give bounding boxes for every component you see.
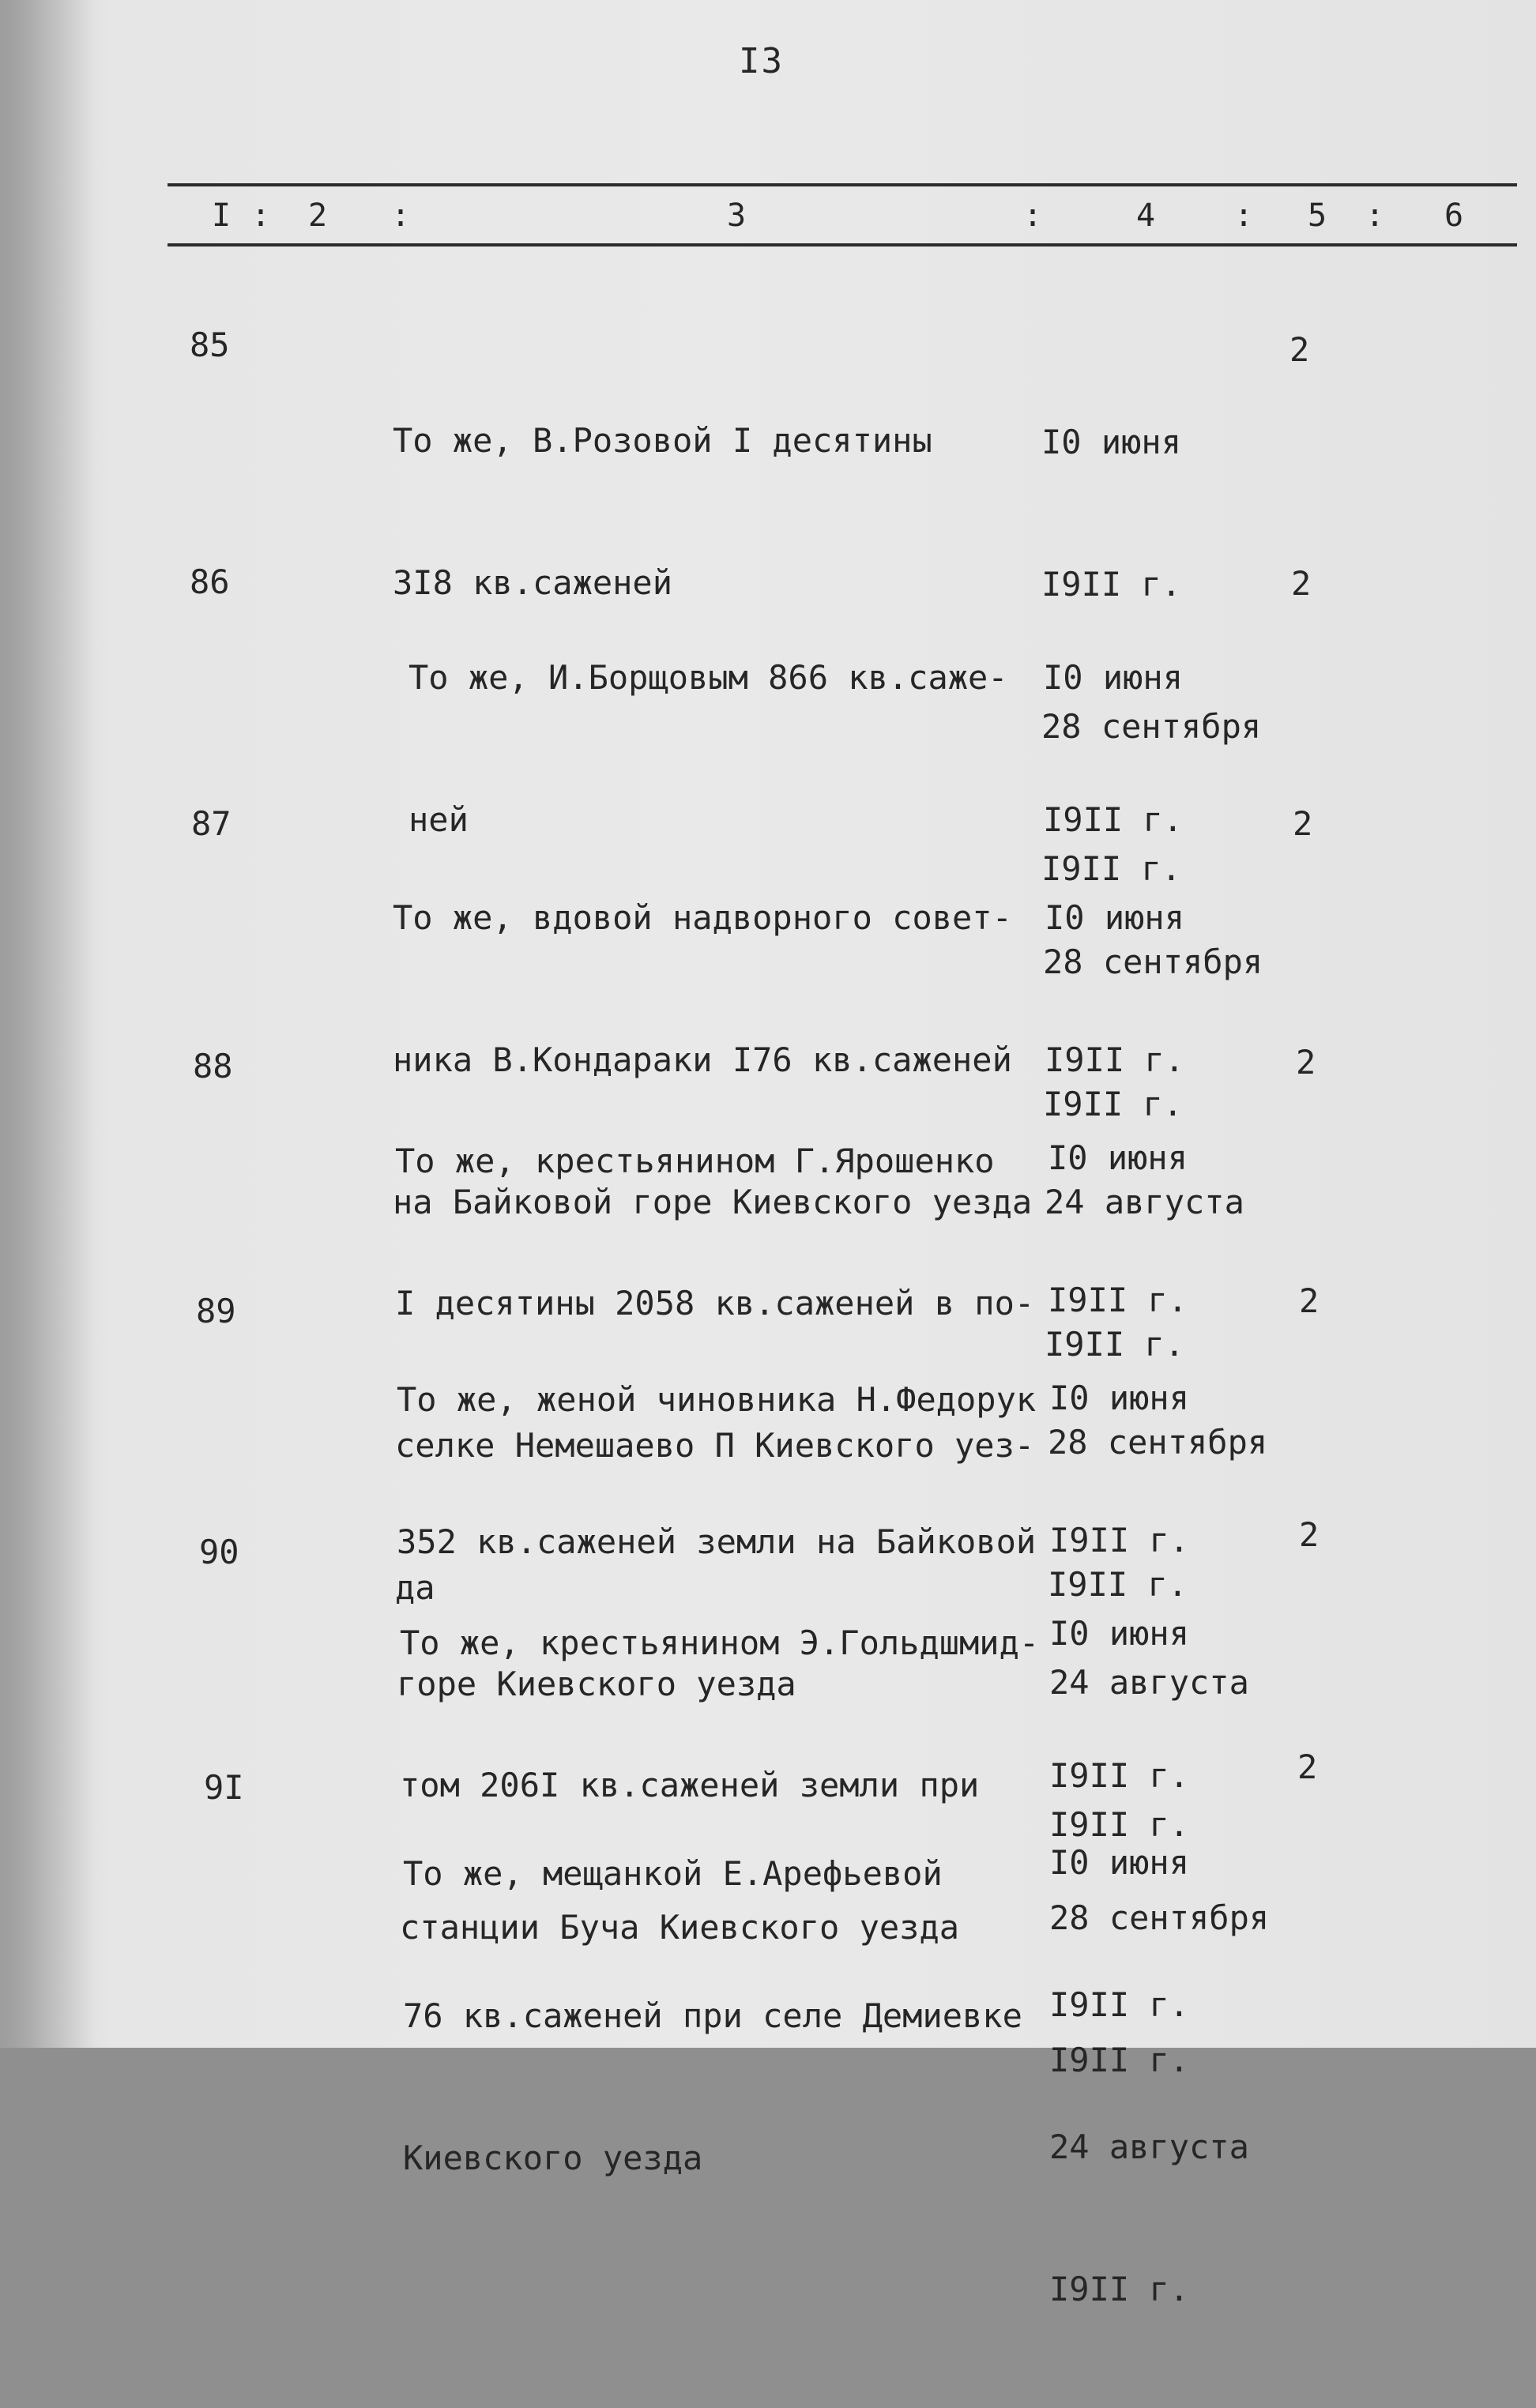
date-line: I0 июня (1048, 1138, 1188, 1177)
page-number: I3 (739, 41, 784, 81)
description-line: станции Буча Киевского уезда (400, 1908, 960, 1947)
date-line: I0 июня (1041, 423, 1182, 461)
header-bottom-rule (168, 243, 1517, 246)
date-line: I9II г. (1043, 800, 1184, 839)
description-line: да (395, 1568, 435, 1607)
date-line: 28 сентября (1043, 943, 1263, 981)
column-number-2: 2 (308, 198, 328, 234)
description-line: То же, И.Борщовым 866 кв.саже- (408, 658, 1008, 697)
date-line: 28 сентября (1049, 1898, 1270, 1937)
entry-number: 86 (190, 562, 230, 601)
entry-number: 88 (193, 1047, 233, 1085)
entry-quantity: 2 (1296, 1043, 1316, 1082)
date-line: I9II г. (1049, 1985, 1190, 2024)
date-line: I9II г. (1048, 1281, 1188, 1319)
description-line: 76 кв.саженей при селе Демиевке (403, 1996, 1022, 2035)
column-number-5: 5 (1308, 198, 1327, 234)
spine-shadow (0, 0, 95, 2048)
description-line: 3I8 кв.саженей (393, 563, 673, 602)
description-line: То же, крестьянином Г.Ярошенко (395, 1142, 995, 1180)
entry-quantity: 2 (1299, 1515, 1320, 1554)
description-line: Киевского уезда (403, 2139, 703, 2177)
column-separator: : (391, 198, 411, 234)
entry-dates (1049, 1744, 1249, 2408)
entry-quantity: 2 (1289, 330, 1310, 369)
date-line: 24 августа (1049, 1663, 1249, 1702)
date-line: I0 июня (1049, 1379, 1190, 1417)
column-separator: : (1234, 198, 1254, 234)
date-line: I9II г. (1049, 1521, 1190, 1560)
date-line: 28 сентября (1048, 1423, 1268, 1462)
entry-number: 87 (191, 804, 232, 843)
description-line: том 206I кв.саженей земли при (400, 1766, 980, 1804)
date-line: I9II г. (1049, 1805, 1190, 1844)
date-line: I0 июня (1043, 658, 1184, 697)
entry-number: 90 (199, 1533, 239, 1571)
column-number-3: 3 (727, 198, 747, 234)
date-line: I0 июня (1049, 1843, 1190, 1882)
date-line: I9II г. (1045, 1040, 1185, 1079)
description-line: То же, женой чиновника Н.Федорук (397, 1380, 1037, 1419)
entry-number: 85 (190, 325, 230, 364)
date-line: I9II г. (1041, 849, 1182, 888)
description-line: То же, мещанкой Е.Арефьевой (403, 1854, 943, 1893)
entry-number: 9I (204, 1768, 244, 1807)
entry-quantity: 2 (1299, 1281, 1320, 1320)
description-line: I десятины 2058 кв.саженей в по- (395, 1284, 1035, 1323)
column-separator: : (1365, 198, 1385, 234)
entry-description (403, 1755, 1022, 2277)
date-line: I9II г. (1049, 1756, 1190, 1795)
column-number-6: 6 (1444, 198, 1464, 234)
date-line: I0 июня (1049, 1614, 1190, 1653)
description-line: на Байковой горе Киевского уезда (393, 1183, 1033, 1221)
entry-quantity: 2 (1297, 1748, 1318, 1786)
description-line: То же, В.Розовой I десятины (393, 421, 932, 460)
column-separator: : (1023, 198, 1043, 234)
entry-quantity: 2 (1291, 564, 1312, 603)
description-line: То же, крестьянином Э.Гольдшмид- (400, 1624, 1040, 1662)
description-line: горе Киевского уезда (397, 1665, 796, 1703)
column-separator: : (251, 198, 271, 234)
column-number-4: 4 (1136, 198, 1156, 234)
header-top-rule (168, 183, 1517, 186)
description-line: ника В.Кондараки I76 кв.саженей (393, 1040, 1012, 1079)
date-line: I9II г. (1041, 565, 1182, 604)
description-line: 352 кв.саженей земли на Байковой (397, 1522, 1037, 1561)
description-line: ней (408, 800, 469, 839)
entry-quantity: 2 (1293, 804, 1313, 843)
column-number-1: I (212, 198, 232, 234)
date-line: I9II г. (1043, 1085, 1184, 1123)
date-line: I0 июня (1045, 898, 1185, 937)
date-line: 28 сентября (1041, 707, 1262, 746)
date-line: I9II г. (1048, 1565, 1188, 1604)
date-line: 24 августа (1045, 1183, 1244, 1221)
date-line: I9II г. (1045, 1325, 1185, 1364)
entry-number: 89 (196, 1292, 236, 1330)
description-line: селке Немешаево П Киевского уез- (395, 1426, 1035, 1465)
date-line: 24 августа (1049, 2128, 1249, 2166)
description-line: То же, вдовой надворного совет- (393, 898, 1012, 937)
date-line: I9II г. (1049, 2270, 1190, 2308)
date-line: I9II г. (1049, 2041, 1190, 2079)
